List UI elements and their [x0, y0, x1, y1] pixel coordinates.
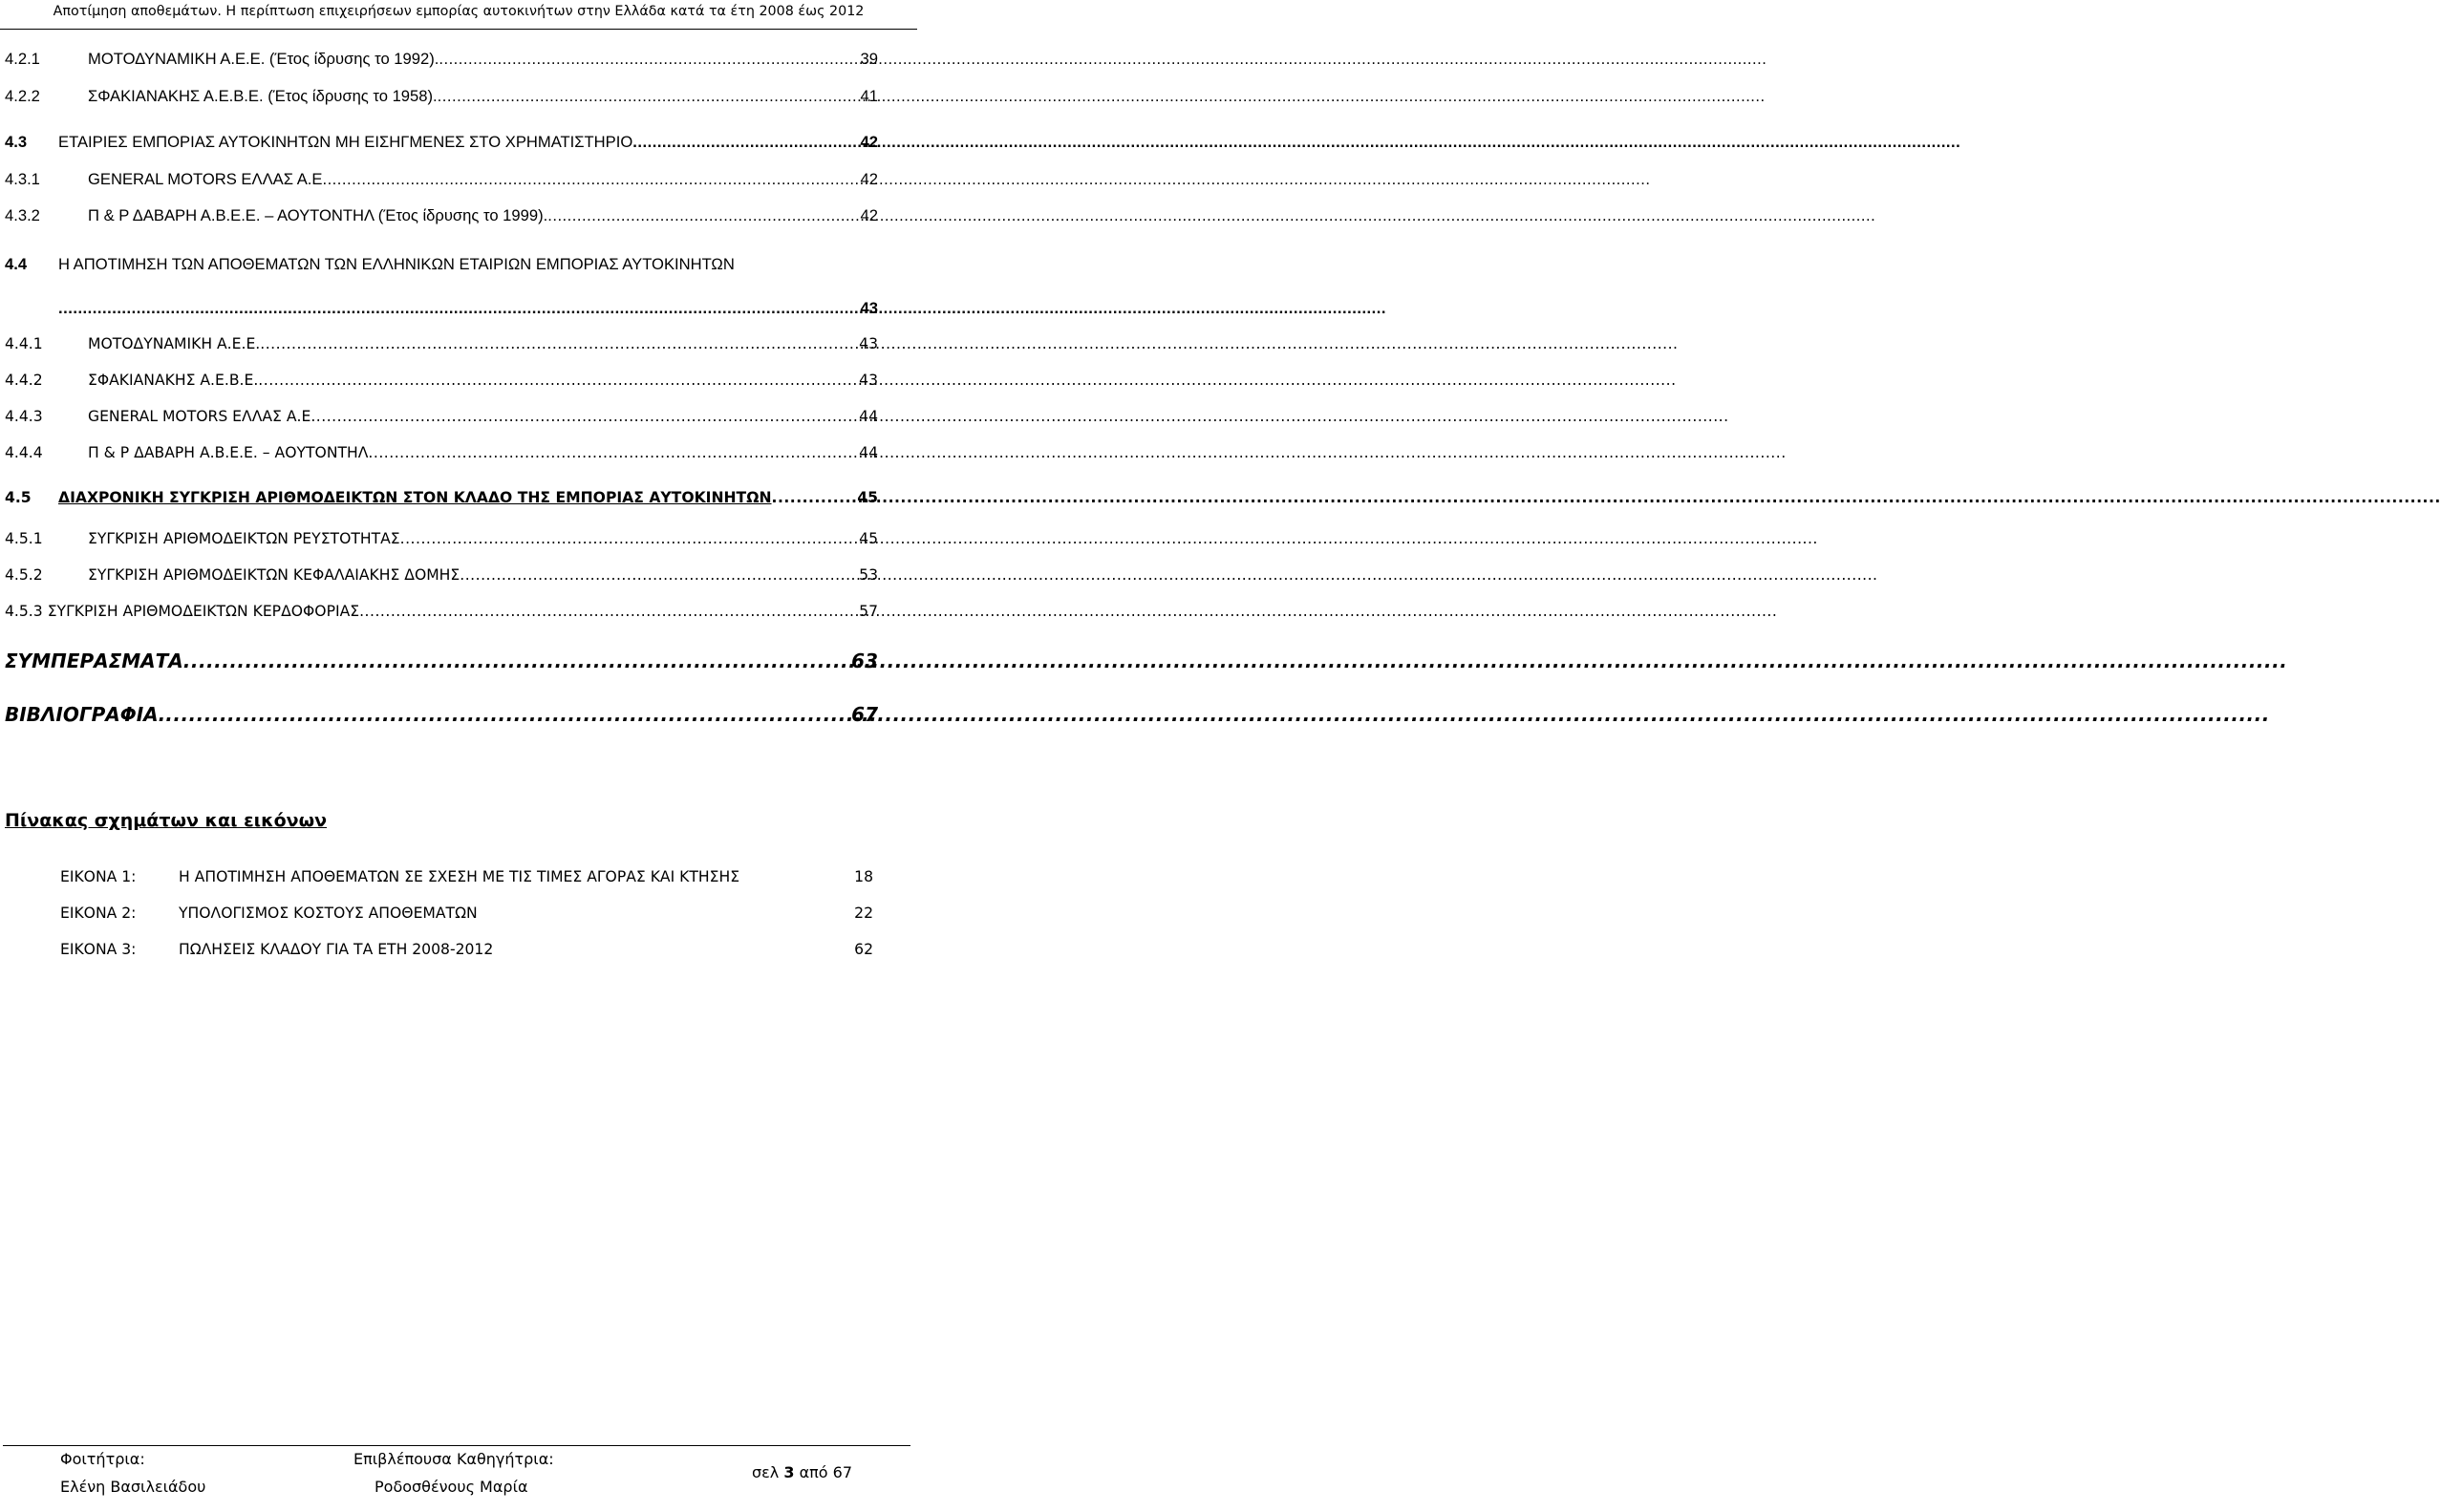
toc-number: 4.3.1	[5, 170, 40, 188]
toc-number: 4.3	[5, 133, 28, 151]
toc-leader-dots	[460, 564, 859, 586]
toc-page-number: 43	[860, 299, 878, 317]
toc-page-number: 57	[859, 603, 878, 620]
toc-entry-4-4-2[interactable]	[5, 366, 878, 391]
toc-entry-4-5-1[interactable]	[5, 524, 878, 549]
toc-leader-dots	[439, 49, 860, 70]
figure-label: ΕΙΚΟΝΑ 3:	[60, 941, 137, 958]
toc-entry-4-2-2[interactable]	[5, 82, 878, 107]
toc-leader-dots	[547, 205, 860, 226]
toc-title: ΜΟΤΟΔΥΝΑΜΙΚΗ Α.Ε.Ε.	[88, 335, 261, 352]
toc-page-number: 45	[857, 489, 878, 506]
toc-title: ΔΙΑΧΡΟΝΙΚΗ ΣΥΓΚΡΙΣΗ ΑΡΙΘΜΟΔΕΙΚΤΩΝ ΣΤΟΝ ΚΛΑΔΟ ΤΗΣ ΕΜΠΟΡΙΑΣ ΑΥΤΟΚΙΝΗΤΩΝ	[58, 489, 772, 506]
figure-title: ΥΠΟΛΟΓΙΣΜΟΣ ΚΟΣΤΟΥΣ ΑΠΟΘΕΜΑΤΩΝ	[179, 905, 478, 922]
running-header	[0, 0, 917, 30]
toc-entry-4-4-4[interactable]	[5, 438, 878, 463]
page-middle: από	[799, 1463, 828, 1481]
toc-page-number: 44	[859, 408, 878, 425]
toc-leader-dots	[772, 487, 858, 508]
toc-page-number: 53	[859, 566, 878, 584]
student-name: Ελένη Βασιλειάδου	[60, 1478, 206, 1496]
toc-page-number: 41	[860, 87, 878, 105]
toc-number: 4.4	[5, 255, 28, 273]
toc-page-number: 45	[859, 530, 878, 547]
running-header-text: Αποτίμηση αποθεμάτων. Η περίπτωση επιχειρήσεων εμπορίας αυτοκινήτων στην Ελλάδα κατά τα έτη 2008 έως 2012	[53, 4, 865, 19]
toc-title: Η ΑΠΟΤΙΜΗΣΗ ΤΩΝ ΑΠΟΘΕΜΑΤΩΝ ΤΩΝ ΕΛΛΗΝΙΚΩΝ ΕΤΑΙΡΙΩΝ ΕΜΠΟΡΙΑΣ ΑΥΤΟΚΙΝΗΤΩΝ	[58, 255, 735, 273]
toc-title: ΣΥΓΚΡΙΣΗ ΑΡΙΘΜΟΔΕΙΚΤΩΝ ΡΕΥΣΤΟΤΗΤΑΣ	[88, 530, 400, 547]
toc-entry-4-5-2[interactable]	[5, 561, 878, 586]
toc-page-number: 42	[860, 170, 878, 188]
toc-page-number: 39	[860, 50, 878, 68]
figure-label: ΕΙΚΟΝΑ 2:	[60, 905, 137, 922]
toc-entry-4-4-1[interactable]	[5, 330, 878, 354]
toc-number: 4.4.2	[5, 372, 43, 389]
toc-leader-dots	[183, 650, 851, 671]
toc-title: ΣΥΓΚΡΙΣΗ ΑΡΙΘΜΟΔΕΙΚΤΩΝ ΚΕΡΔΟΦΟΡΙΑΣ	[47, 603, 360, 620]
toc-leader-dots	[632, 132, 860, 153]
toc-entry-conclusions[interactable]	[5, 647, 878, 671]
toc-leader-dots	[368, 442, 859, 463]
toc-title: GENERAL MOTORS ΕΛΛΑΣ Α.Ε	[88, 170, 323, 188]
toc-page-number: 67	[851, 703, 878, 726]
figures-heading: Πίνακας σχημάτων και εικόνων	[5, 810, 328, 831]
toc-title: ΣΦΑΚΙΑΝΑΚΗΣ Α.Ε.Β.Ε.	[88, 372, 259, 389]
toc-number: 4.4.4	[5, 444, 43, 461]
toc-page-number: 43	[859, 372, 878, 389]
figure-entry[interactable]	[60, 897, 873, 922]
toc-entry-bibliography[interactable]	[5, 700, 878, 725]
toc-entry-4-5[interactable]	[5, 483, 878, 508]
toc-number: 4.4.1	[5, 335, 43, 352]
toc-number: 4.2.1	[5, 50, 40, 68]
toc-leader-dots	[258, 370, 859, 391]
toc-entry-4-3[interactable]	[5, 128, 878, 153]
toc-title: GENERAL MOTORS ΕΛΛΑΣ Α.Ε	[88, 408, 311, 425]
figure-entry[interactable]	[60, 861, 873, 885]
toc-title: ΣΥΓΚΡΙΣΗ ΑΡΙΘΜΟΔΕΙΚΤΩΝ ΚΕΦΑΛΑΙΑΚΗΣ ΔΟΜΗΣ	[88, 566, 460, 584]
toc-entry-4-4-3[interactable]	[5, 402, 878, 427]
toc-number: 4.5.1	[5, 530, 43, 547]
page-current: 3	[783, 1463, 795, 1481]
toc-leader-dots	[359, 601, 859, 622]
toc-number: 4.3.2	[5, 206, 40, 224]
footer-divider	[3, 1445, 910, 1446]
toc-number: 4.2.2	[5, 87, 40, 105]
toc-entry-4-3-1[interactable]	[5, 165, 878, 190]
figure-page-number: 22	[854, 905, 873, 922]
toc-title: ΒΙΒΛΙΟΓΡΑΦΙΑ.	[5, 703, 166, 726]
page-prefix: σελ	[752, 1463, 780, 1481]
toc-number: 4.5	[5, 489, 32, 506]
toc-leader-dots	[400, 528, 860, 549]
page-footer	[0, 1427, 917, 1512]
toc-title: ΕΤΑΙΡΙΕΣ ΕΜΠΟΡΙΑΣ ΑΥΤΟΚΙΝΗΤΩΝ ΜΗ ΕΙΣΗΓΜΕΝΕΣ ΣΤΟ ΧΡΗΜΑΤΙΣΤΗΡΙΟ	[58, 133, 633, 151]
toc-leader-dots	[260, 333, 859, 354]
toc-entry-4-4[interactable]	[5, 250, 878, 275]
toc-leader-dots	[310, 406, 859, 427]
page-total: 67	[832, 1463, 853, 1481]
supervisor-name: Ροδοσθένους Μαρία	[375, 1478, 528, 1496]
toc-entry-4-2-1[interactable]	[5, 45, 878, 70]
toc-leader-dots	[322, 169, 860, 190]
toc-page-number: 44	[859, 444, 878, 461]
toc-number: 4.5.2	[5, 566, 43, 584]
toc-title: ΜΟΤΟΔΥΝΑΜΙΚΗ Α.Ε.Ε. (Έτος ίδρυσης το 1992).	[88, 50, 439, 68]
toc-page-number: 43	[859, 335, 878, 352]
toc-title: Π & Ρ ΔΑΒΑΡΗ Α.Β.Ε.Ε. – ΑΟΥΤΟΝΤΗΛ (Έτος ίδρυσης το 1999).	[88, 206, 548, 224]
toc-entry-4-5-3[interactable]	[5, 597, 878, 622]
toc-leader-dots	[165, 704, 851, 725]
figure-page-number: 18	[854, 868, 873, 885]
toc-number: 4.4.3	[5, 408, 43, 425]
toc-entry-4-3-2[interactable]	[5, 202, 878, 226]
toc-number: 4.5.3	[5, 603, 43, 620]
toc-page-number: 42	[860, 133, 878, 151]
figure-title: Η ΑΠΟΤΙΜΗΣΗ ΑΠΟΘΕΜΑΤΩΝ ΣΕ ΣΧΕΣΗ ΜΕ ΤΙΣ ΤΙΜΕΣ ΑΓΟΡΑΣ ΚΑΙ ΚΤΗΣΗΣ	[179, 868, 740, 885]
page-indicator	[752, 1463, 852, 1481]
toc-page-number: 42	[860, 206, 878, 224]
figure-entry[interactable]	[60, 933, 873, 958]
toc-leader-dots	[58, 299, 861, 318]
toc-title: Π & Ρ ΔΑΒΑΡΗ Α.Β.Ε.Ε. – ΑΟΥΤΟΝΤΗΛ	[88, 444, 369, 461]
toc-leader-dots	[438, 86, 861, 107]
toc-page-number: 63	[851, 650, 878, 672]
figure-label: ΕΙΚΟΝΑ 1:	[60, 868, 137, 885]
toc-entry-4-4-continuation[interactable]	[5, 293, 878, 318]
toc-title: ΣΥΜΠΕΡΑΣΜΑΤΑ	[5, 650, 183, 672]
student-label: Φοιτήτρια:	[60, 1450, 145, 1468]
toc-title: ΣΦΑΚΙΑΝΑΚΗΣ Α.Ε.Β.Ε. (Έτος ίδρυσης το 1958).	[88, 87, 438, 105]
supervisor-label: Επιβλέπουσα Καθηγήτρια:	[353, 1450, 554, 1468]
figure-page-number: 62	[854, 941, 873, 958]
figure-title: ΠΩΛΗΣΕΙΣ ΚΛΑΔΟΥ ΓΙΑ ΤΑ ΕΤΗ 2008-2012	[179, 941, 494, 958]
